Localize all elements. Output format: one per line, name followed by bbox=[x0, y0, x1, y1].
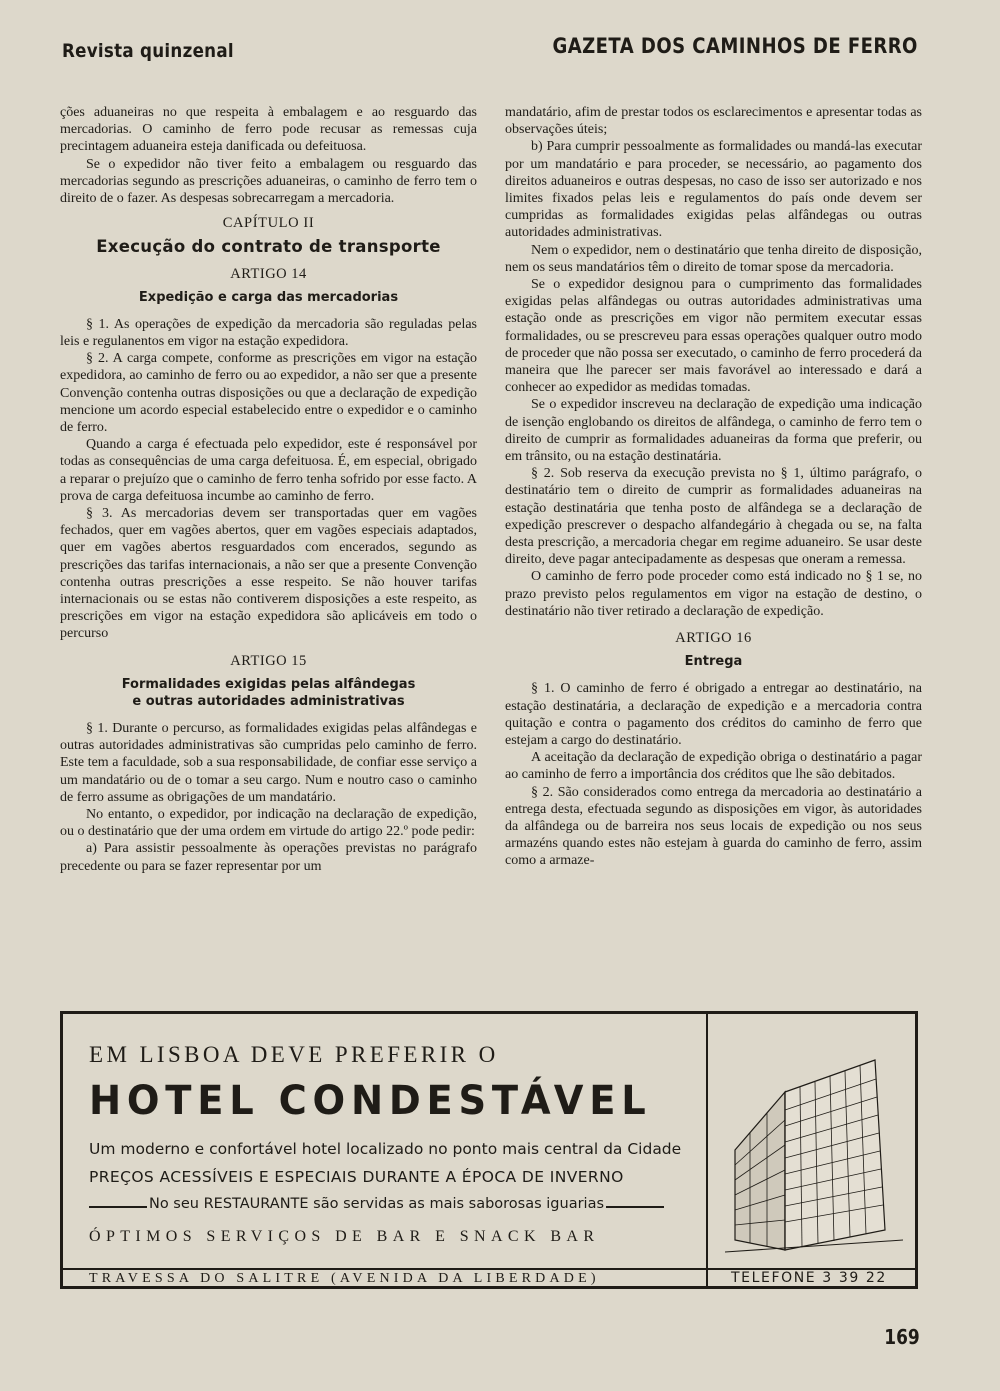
paragraph: Nem o expedidor, nem o destinatário que tenha direito de disposição, nem os seus mandatários têm o direito de tomar sposе da mercadoria. bbox=[505, 242, 922, 275]
paragraph: ções aduaneiras no que respeita à embalagem e ao resguardo das mercadorias. O caminho de ferro pode recusar as remessas cuja precintagem aduaneira esteja danificada ou defeituosa. bbox=[60, 105, 477, 155]
paragraph: § 2. Sob reserva da execução prevista no § 1, último parágrafo, o destinatário tem o direito de cumprir as formalidades aduaneiras na estação destinatária que tenha posto de alfândega se a declaração de expedição prescrever o despacho alfandegário à chegada ou se, na falta desta prescrição, a mercadoria chegar em regime aduaneiro. Se usar deste direito, deve pagar antecipadamente as despesas que oneram a remessa. bbox=[505, 466, 922, 568]
journal-frequency: Revista quinzenal bbox=[62, 40, 234, 62]
ad-divider-vertical bbox=[706, 1014, 708, 1268]
paragraph: § 3. As mercadorias devem ser transportadas quer em vagões fechados, quer em vagões abertos, quer em vagões especiais adaptados, quer em vagões abertos resguardados com encerados, segundo as prescrições das tarifas internacionais, a não ser que a presente Convenção contenha outras prescrições a esse respeito. Se não houver tarifas internacionais ou se estas não contiverem disposições a este respeito, as prescrições em vigor na estação expedidora são aplicáveis em todo o percurso bbox=[60, 506, 477, 642]
ad-intro: EM LISBOA DEVE PREFERIR O bbox=[89, 1042, 499, 1067]
dash-rule bbox=[606, 1206, 664, 1208]
right-column bbox=[505, 104, 922, 870]
paragraph: Se o expedidor não tiver feito a embalagem ou resguardo das mercadorias segundo as prescrições aduaneiras, o caminho de ferro tem o direito de o fazer. As despesas sobrecarregam a mercadoria. bbox=[60, 156, 477, 207]
paragraph: Se o expedidor inscreveu na declaração de expedição uma indicação de isenção englobando os direitos de alfândega, o caminho de ferro tem o direito de cumprir as formalidades aduaneiras da forma que preferir, ou em trânsito, ou na estação destinatária. bbox=[505, 397, 922, 465]
paragraph: Se o expedidor designou para o cumprimento das formalidades exigidas pelas alfândegas ou outras autoridades administrativas uma estação onde as prescrições em vigor não permitem executar essas formalidades, ou se prescreveu para essas operações qualquer outro modo de proceder que não possa ser executado, o caminho de ferro procederá da maneira que lhe parecer ser mais favorável ao interessado e dará a conhecer ao expedidor as medidas tomadas. bbox=[505, 277, 922, 396]
ad-restaurant-text: No seu RESTAURANTE são servidas as mais saborosas iguarias bbox=[148, 1196, 605, 1212]
page-number: 169 bbox=[884, 1325, 920, 1349]
paragraph: § 2. A carga compete, conforme as prescrições em vigor na estação expedidora, ao caminho de ferro ou ao expedidor, a não ser que a presente Convenção contenha outras disposições ou que a declaração de expedição mencione um acordo especial estabelecido entre o expedidor e o caminho de ferro. bbox=[60, 351, 477, 436]
ad-description: Um moderno e confortável hotel localizado no ponto mais central da Cidade bbox=[89, 1140, 682, 1158]
paragraph: mandatário, afim de prestar todos os esclarecimentos e apresentar todas as observações úteis; bbox=[505, 105, 922, 138]
paragraph: Quando a carga é efectuada pelo expedidor, este é responsável por todas as consequências de uma carga defeituosa. É, em especial, obrigado a reparar o prejuízo que o caminho de ferro tenha sofrido por esse facto. A prova de carga defeituosa incumbe ao caminho de ferro. bbox=[60, 437, 477, 504]
paragraph: No entanto, o expedidor, por indicação na declaração de expedição, ou o destinatário que der uma ordem em virtude do artigo 22.º pode pedir: bbox=[60, 806, 477, 840]
paragraph: A aceitação da declaração de expedição obriga o destinatário a pagar ao caminho de ferro a importância dos créditos que lhe são debitados. bbox=[505, 750, 922, 783]
paragraph: § 1. As operações de expedição da mercadoria são reguladas pelas leis e regulanentos em vigor na estação expedidora. bbox=[60, 316, 477, 350]
dash-rule bbox=[89, 1206, 147, 1208]
ad-prices: PREÇOS ACESSÍVEIS E ESPECIAIS DURANTE A ÉPOCA DE INVERNO bbox=[89, 1168, 624, 1186]
article-title: Entrega bbox=[684, 654, 743, 670]
paragraph: O caminho de ferro pode proceder como está indicado no § 1 se, no prazo previsto pelos regulamentos em vigor na estação de destino, o destinatário não tiver retirado a declaração de expedição. bbox=[505, 569, 922, 619]
paragraph: § 1. Durante o percurso, as formalidades exigidas pelas alfândegas e outras autoridades administrativas são cumpridas pelo caminho de ferro. Este tem a faculdade, sob a sua responsabilidade, de confiar esse serviço a um mandatário ou de o tomar a seu cargo. Num e noutro caso o caminho de ferro assume as obrigações de um mandatário. bbox=[60, 720, 477, 805]
article-title: Expedição e carga das mercadorias bbox=[138, 289, 399, 305]
ad-address: TRAVESSA DO SALITRE (AVENIDA DA LIBERDADE) bbox=[89, 1271, 600, 1286]
paragraph: § 2. São considerados como entrega da mercadoria ao destinatário a entrega desta, efectuada segundo as disposições em vigor, às autoridades da alfândega ou de barreira nos seus locais de expedição ou nos seus armazéns quando estes não estejam à guarda do caminho de ferro, assim como a armaze- bbox=[505, 784, 922, 869]
ad-hotel-name: HOTEL CONDESTÁVEL bbox=[89, 1078, 652, 1124]
article-heading: ARTIGO 14 bbox=[230, 265, 307, 282]
article-title-line: e outras autoridades administrativas bbox=[132, 693, 405, 709]
article-heading: ARTIGO 16 bbox=[675, 630, 752, 647]
article-title bbox=[60, 676, 477, 710]
paragraph: a) Para assistir pessoalmente às operações previstas no parágrafo precedente ou para se fazer representar por um bbox=[60, 841, 477, 874]
left-column bbox=[60, 104, 477, 875]
hotel-building-illustration bbox=[725, 1030, 903, 1258]
ad-divider-vertical-bottom bbox=[706, 1268, 708, 1289]
ad-bar-services: ÓPTIMOS SERVIÇOS DE BAR E SNACK BAR bbox=[89, 1228, 600, 1245]
ad-restaurant bbox=[89, 1196, 664, 1212]
chapter-title: Execução do contrato de transporte bbox=[96, 237, 441, 257]
chapter-heading: CAPÍTULO II bbox=[222, 215, 315, 232]
paragraph: § 1. O caminho de ferro é obrigado a entregar ao destinatário, na estação destinatária, a declaração de expedição e a mercadoria contra quitação e contra o pagamento dos créditos do caminho de ferro que estejam a cargo do destinatário. bbox=[505, 681, 922, 748]
article-heading: ARTIGO 15 bbox=[230, 652, 307, 669]
ad-phone: TELEFONE 3 39 22 bbox=[731, 1270, 887, 1286]
journal-title: GAZETA DOS CAMINHOS DE FERRO bbox=[552, 34, 918, 58]
article-title-line: Formalidades exigidas pelas alfândegas bbox=[121, 676, 416, 692]
paragraph: b) Para cumprir pessoalmente as formalidades ou mandá-las executar por um mandatário e para proceder, se necessário, ao pagamento dos direitos aduaneiros e outras despesas, no caso de isso ser autorizado e nos limites fixados pelas leis e regulamentos do país onde devem ser cumpridas as formalidades exigidas pelas alfândegas ou outras autoridades administrativas. bbox=[505, 139, 922, 241]
hotel-advertisement bbox=[60, 1011, 918, 1289]
